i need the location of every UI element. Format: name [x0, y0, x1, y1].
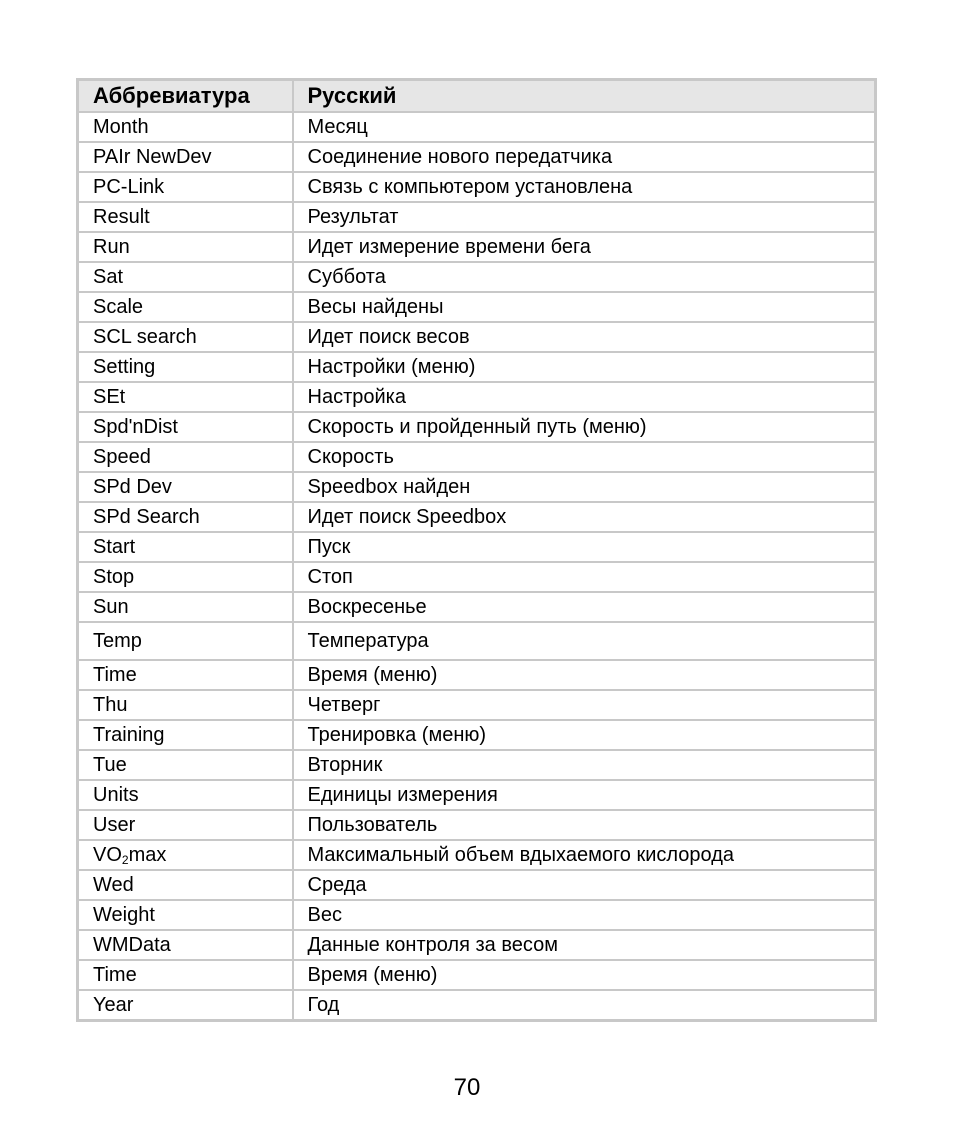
abbreviation-cell: Setting [78, 352, 293, 382]
table-row [78, 262, 876, 292]
table-row [78, 592, 876, 622]
abbreviation-cell: Year [78, 990, 293, 1021]
table-row [78, 840, 876, 870]
russian-cell: Идет измерение времени бега [293, 232, 876, 262]
abbreviation-cell: Stop [78, 562, 293, 592]
abbreviation-cell: Start [78, 532, 293, 562]
abbreviation-cell: SPd Search [78, 502, 293, 532]
table-row [78, 562, 876, 592]
russian-cell: Год [293, 990, 876, 1021]
russian-cell: Данные контроля за весом [293, 930, 876, 960]
russian-cell: Месяц [293, 112, 876, 142]
russian-cell: Соединение нового передатчика [293, 142, 876, 172]
russian-cell: Время (меню) [293, 960, 876, 990]
russian-cell: Температура [293, 622, 876, 660]
table-row [78, 622, 876, 660]
russian-cell: Единицы измерения [293, 780, 876, 810]
header-russian: Русский [293, 80, 876, 113]
abbreviation-cell: Speed [78, 442, 293, 472]
abbreviation-suffix: max [128, 843, 167, 866]
russian-cell: Настройки (меню) [293, 352, 876, 382]
abbreviation-cell: WMData [78, 930, 293, 960]
abbreviation-cell: SCL search [78, 322, 293, 352]
abbreviation-cell: Temp [78, 622, 293, 660]
russian-cell: Пуск [293, 532, 876, 562]
table-row [78, 990, 876, 1021]
page-number: 70 [453, 1074, 481, 1101]
abbreviation-cell: Training [78, 720, 293, 750]
table-row [78, 502, 876, 532]
abbreviation-cell [78, 840, 293, 870]
russian-cell: Идет поиск весов [293, 322, 876, 352]
table-row [78, 660, 876, 690]
abbreviation-cell: Time [78, 960, 293, 990]
russian-cell: Пользователь [293, 810, 876, 840]
table-row [78, 720, 876, 750]
russian-cell: Четверг [293, 690, 876, 720]
abbreviation-cell: Spd'nDist [78, 412, 293, 442]
abbreviation-cell: Month [78, 112, 293, 142]
russian-cell: Результат [293, 202, 876, 232]
abbreviation-cell: Weight [78, 900, 293, 930]
table-row [78, 112, 876, 142]
russian-cell: Вес [293, 900, 876, 930]
abbreviation-prefix: VO [93, 843, 122, 866]
table-row [78, 750, 876, 780]
russian-cell: Вторник [293, 750, 876, 780]
russian-cell: Воскресенье [293, 592, 876, 622]
russian-cell: Стоп [293, 562, 876, 592]
table-row [78, 292, 876, 322]
table-row [78, 900, 876, 930]
table-row [78, 532, 876, 562]
abbreviation-cell: SPd Dev [78, 472, 293, 502]
abbreviation-cell: Time [78, 660, 293, 690]
abbreviation-cell: Result [78, 202, 293, 232]
abbreviation-cell: Sun [78, 592, 293, 622]
abbreviation-cell: Wed [78, 870, 293, 900]
abbreviation-cell: Thu [78, 690, 293, 720]
russian-cell: Speedbox найден [293, 472, 876, 502]
abbreviation-subscript: 2 [121, 852, 129, 867]
table-row [78, 870, 876, 900]
abbreviation-cell: PC-Link [78, 172, 293, 202]
table-row [78, 442, 876, 472]
russian-cell: Настройка [293, 382, 876, 412]
table-row [78, 960, 876, 990]
table-row [78, 810, 876, 840]
abbreviation-cell: SEt [78, 382, 293, 412]
abbreviation-cell: Scale [78, 292, 293, 322]
russian-cell: Связь с компьютером установлена [293, 172, 876, 202]
abbreviation-cell: Units [78, 780, 293, 810]
abbreviation-cell: Sat [78, 262, 293, 292]
russian-cell: Максимальный объем вдыхаемого кислорода [293, 840, 876, 870]
table-row [78, 472, 876, 502]
table-row [78, 352, 876, 382]
russian-cell: Скорость [293, 442, 876, 472]
table-row [78, 202, 876, 232]
abbreviation-cell: Tue [78, 750, 293, 780]
russian-cell: Среда [293, 870, 876, 900]
russian-cell: Тренировка (меню) [293, 720, 876, 750]
abbreviation-cell: Run [78, 232, 293, 262]
header-abbreviation: Аббревиатура [78, 80, 293, 113]
header-row [78, 80, 876, 113]
russian-cell: Весы найдены [293, 292, 876, 322]
russian-cell: Идет поиск Speedbox [293, 502, 876, 532]
table-row [78, 142, 876, 172]
glossary-table [76, 78, 877, 1022]
russian-cell: Скорость и пройденный путь (меню) [293, 412, 876, 442]
russian-cell: Время (меню) [293, 660, 876, 690]
abbreviation-cell: User [78, 810, 293, 840]
table-row [78, 322, 876, 352]
table-row [78, 930, 876, 960]
abbreviation-cell: PAIr NewDev [78, 142, 293, 172]
table-row [78, 172, 876, 202]
table-row [78, 382, 876, 412]
table-row [78, 780, 876, 810]
russian-cell: Суббота [293, 262, 876, 292]
table-row [78, 232, 876, 262]
table-row [78, 412, 876, 442]
table-row [78, 690, 876, 720]
